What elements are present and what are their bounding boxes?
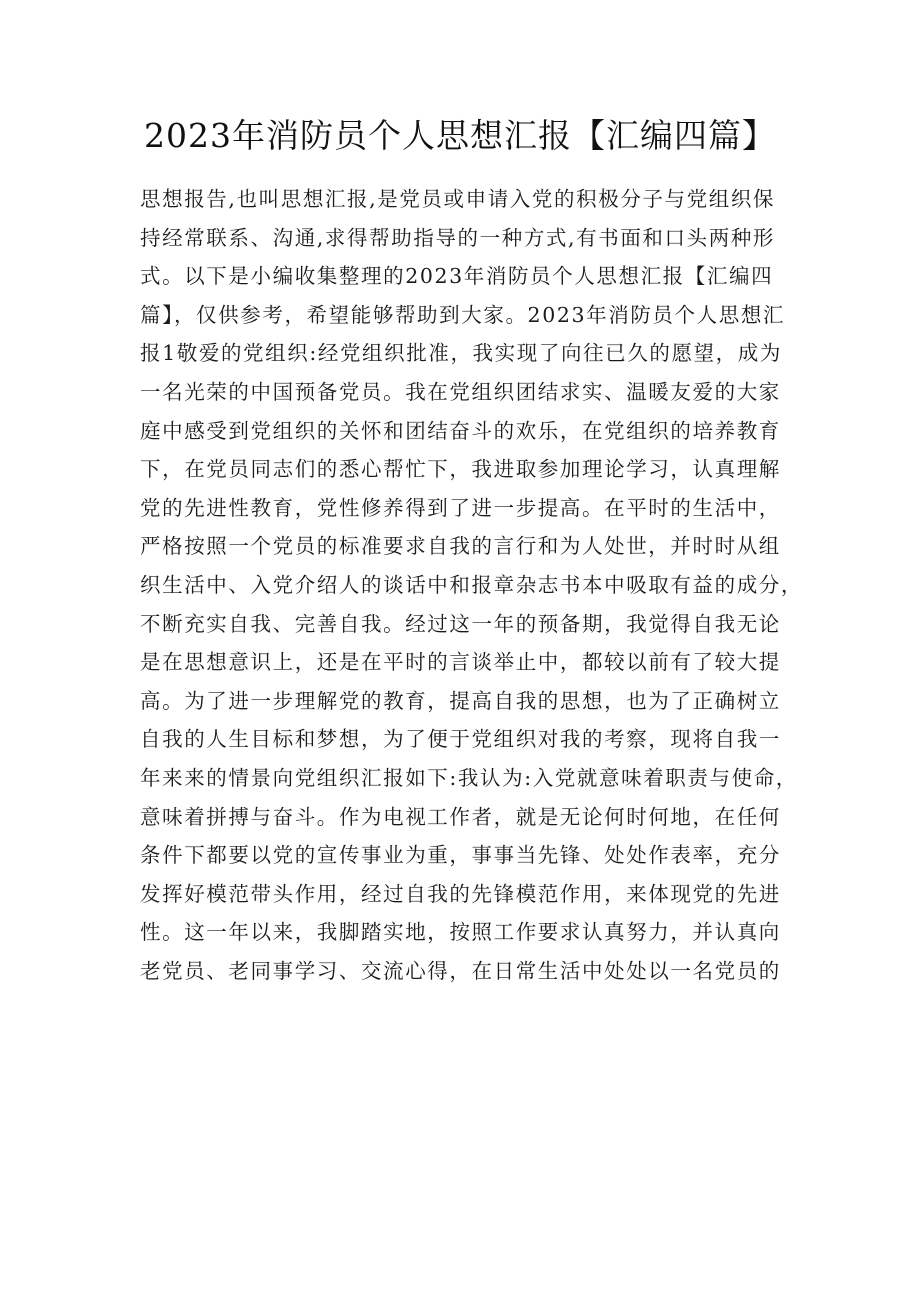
body-line: 织生活中、入党介绍人的谈话中和报章杂志书本中吸取有益的成分， [140, 572, 803, 597]
document-body [140, 180, 803, 990]
body-line: 式。以下是小编收集整理的2023年消防员个人思想汇报【汇编四 [140, 264, 774, 289]
body-line: 下，在党员同志们的悉心帮忙下，我进取参加理论学习，认真理解 [140, 457, 781, 482]
body-line: 一名光荣的中国预备党员。我在党组织团结求实、温暖友爱的大家 [140, 379, 781, 404]
body-line: 庭中感受到党组织的关怀和团结奋斗的欢乐，在党组织的培养教育 [140, 418, 781, 443]
body-line: 不断充实自我、完善自我。经过这一年的预备期，我觉得自我无论 [140, 611, 781, 636]
body-line: 自我的人生目标和梦想，为了便于党组织对我的考察，现将自我一 [140, 727, 781, 752]
body-line: 篇】，仅供参考，希望能够帮助到大家。2023年消防员个人思想汇 [140, 302, 786, 327]
body-line: 持经常联系、沟通,求得帮助指导的一种方式,有书面和口头两种形 [140, 225, 776, 250]
body-line: 意味着拼搏与奋斗。作为电视工作者，就是无论何时何地，在任何 [140, 804, 781, 829]
body-line: 党的先进性教育，党性修养得到了进一步提高。在平时的生活中， [140, 495, 781, 520]
body-line: 老党员、老同事学习、交流心得，在日常生活中处处以一名党员的 [140, 958, 781, 983]
body-line: 年来来的情景向党组织汇报如下:我认为:入党就意味着职责与使命， [140, 765, 798, 790]
body-line: 是在思想意识上，还是在平时的言谈举止中，都较以前有了较大提 [140, 650, 781, 675]
body-line: 严格按照一个党员的标准要求自我的言行和为人处世，并时时从组 [140, 534, 781, 559]
body-line: 性。这一年以来，我脚踏实地，按照工作要求认真努力，并认真向 [140, 920, 781, 945]
body-line: 发挥好模范带头作用，经过自我的先锋模范作用，来体现党的先进 [140, 881, 781, 906]
body-line: 条件下都要以党的宣传事业为重，事事当先锋、处处作表率，充分 [140, 843, 781, 868]
body-line: 高。为了进一步理解党的教育，提高自我的思想，也为了正确树立 [140, 688, 781, 713]
document-title: 2023年消防员个人思想汇报【汇编四篇】 [144, 116, 776, 155]
body-line: 报1敬爱的党组织:经党组织批准，我实现了向往已久的愿望，成为 [140, 341, 782, 366]
body-line: 思想报告,也叫思想汇报,是党员或申请入党的积极分子与党组织保 [140, 187, 776, 211]
